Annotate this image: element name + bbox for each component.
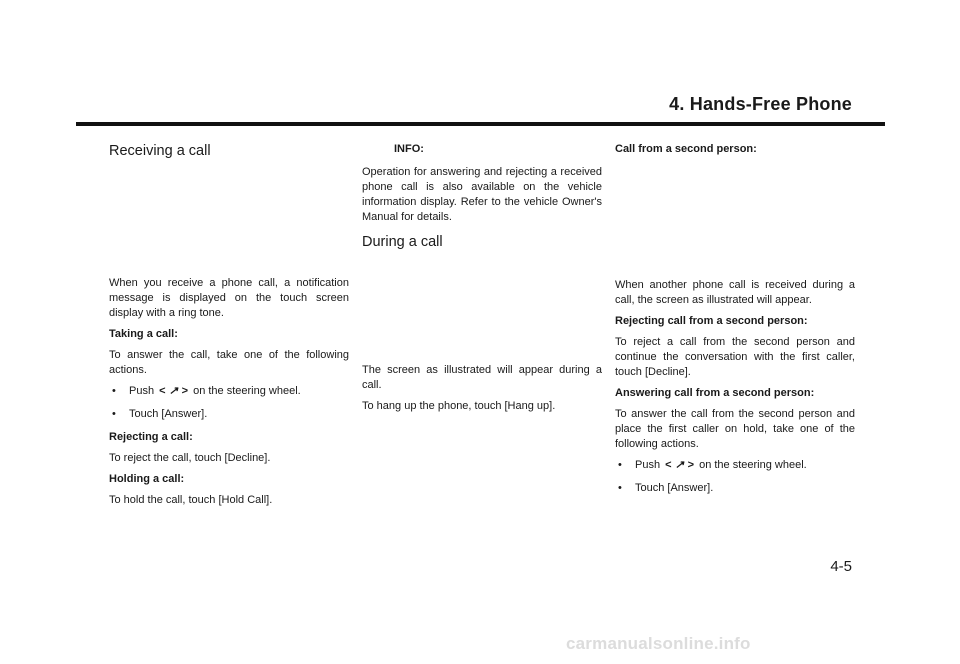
header-rule	[76, 122, 885, 126]
info-text: Operation for answering and rejecting a received phone call is also available on the vehicle information display. Refer to the vehicle Owner's Manual for details.	[362, 166, 602, 223]
illustration-space	[615, 163, 855, 278]
button-open-bracket: <	[159, 385, 166, 397]
hang-up-text: To hang up the phone, touch [Hang up].	[362, 400, 556, 412]
list-item-touch-answer: • Touch [Answer].	[615, 481, 855, 496]
rejecting-call-heading: Rejecting a call:	[109, 431, 193, 443]
answer-second-text: To answer the call from the second person and place the first caller on hold, take one of the following actions.	[615, 408, 855, 450]
receiving-intro: When you receive a phone call, a notification message is displayed on the touch screen display with a ring tone.	[109, 277, 349, 319]
phone-icon: ↗	[674, 459, 685, 471]
section-heading-receiving: Receiving a call	[109, 143, 211, 159]
illustration-space	[362, 251, 602, 363]
list-item-push-button	[615, 458, 855, 473]
column-second-person	[615, 142, 855, 504]
button-open-bracket: <	[665, 459, 672, 471]
taking-call-text: To answer the call, take one of the following actions.	[109, 349, 349, 376]
taking-call-heading: Taking a call:	[109, 328, 178, 340]
column-receiving-a-call	[109, 142, 349, 514]
during-call-text: The screen as illustrated will appear during a call.	[362, 364, 602, 391]
holding-call-heading: Holding a call:	[109, 473, 185, 485]
button-close-bracket: >	[181, 385, 189, 397]
push-after-text: on the steering wheel.	[699, 459, 807, 471]
list-item-touch-answer: • Touch [Answer].	[109, 407, 349, 422]
reject-second-heading: Rejecting call from a second person:	[615, 315, 808, 327]
chapter-title: 4. Hands-Free Phone	[669, 94, 852, 114]
watermark: carmanualsonline.info	[566, 634, 751, 653]
push-label: Push	[635, 459, 661, 471]
info-label: INFO:	[394, 143, 424, 155]
reject-second-text: To reject a call from the second person and continue the conversation with the first caller, touch [Decline].	[615, 336, 855, 378]
page-number: 4-5	[830, 558, 852, 575]
button-close-bracket: >	[687, 459, 695, 471]
illustration-space	[109, 160, 349, 276]
section-heading-during: During a call	[362, 234, 443, 250]
rejecting-call-text: To reject the call, touch [Decline].	[109, 452, 271, 464]
list-item-push-button	[109, 384, 349, 399]
push-label: Push	[129, 385, 155, 397]
answer-second-heading: Answering call from a second person:	[615, 387, 815, 399]
holding-call-text: To hold the call, touch [Hold Call].	[109, 494, 273, 506]
second-person-intro: When another phone call is received during a call, the screen as illustrated will appear.	[615, 279, 855, 306]
phone-icon: ↗	[168, 385, 179, 397]
push-after-text: on the steering wheel.	[193, 385, 301, 397]
column-during-a-call	[362, 142, 602, 420]
second-person-heading: Call from a second person:	[615, 143, 757, 155]
